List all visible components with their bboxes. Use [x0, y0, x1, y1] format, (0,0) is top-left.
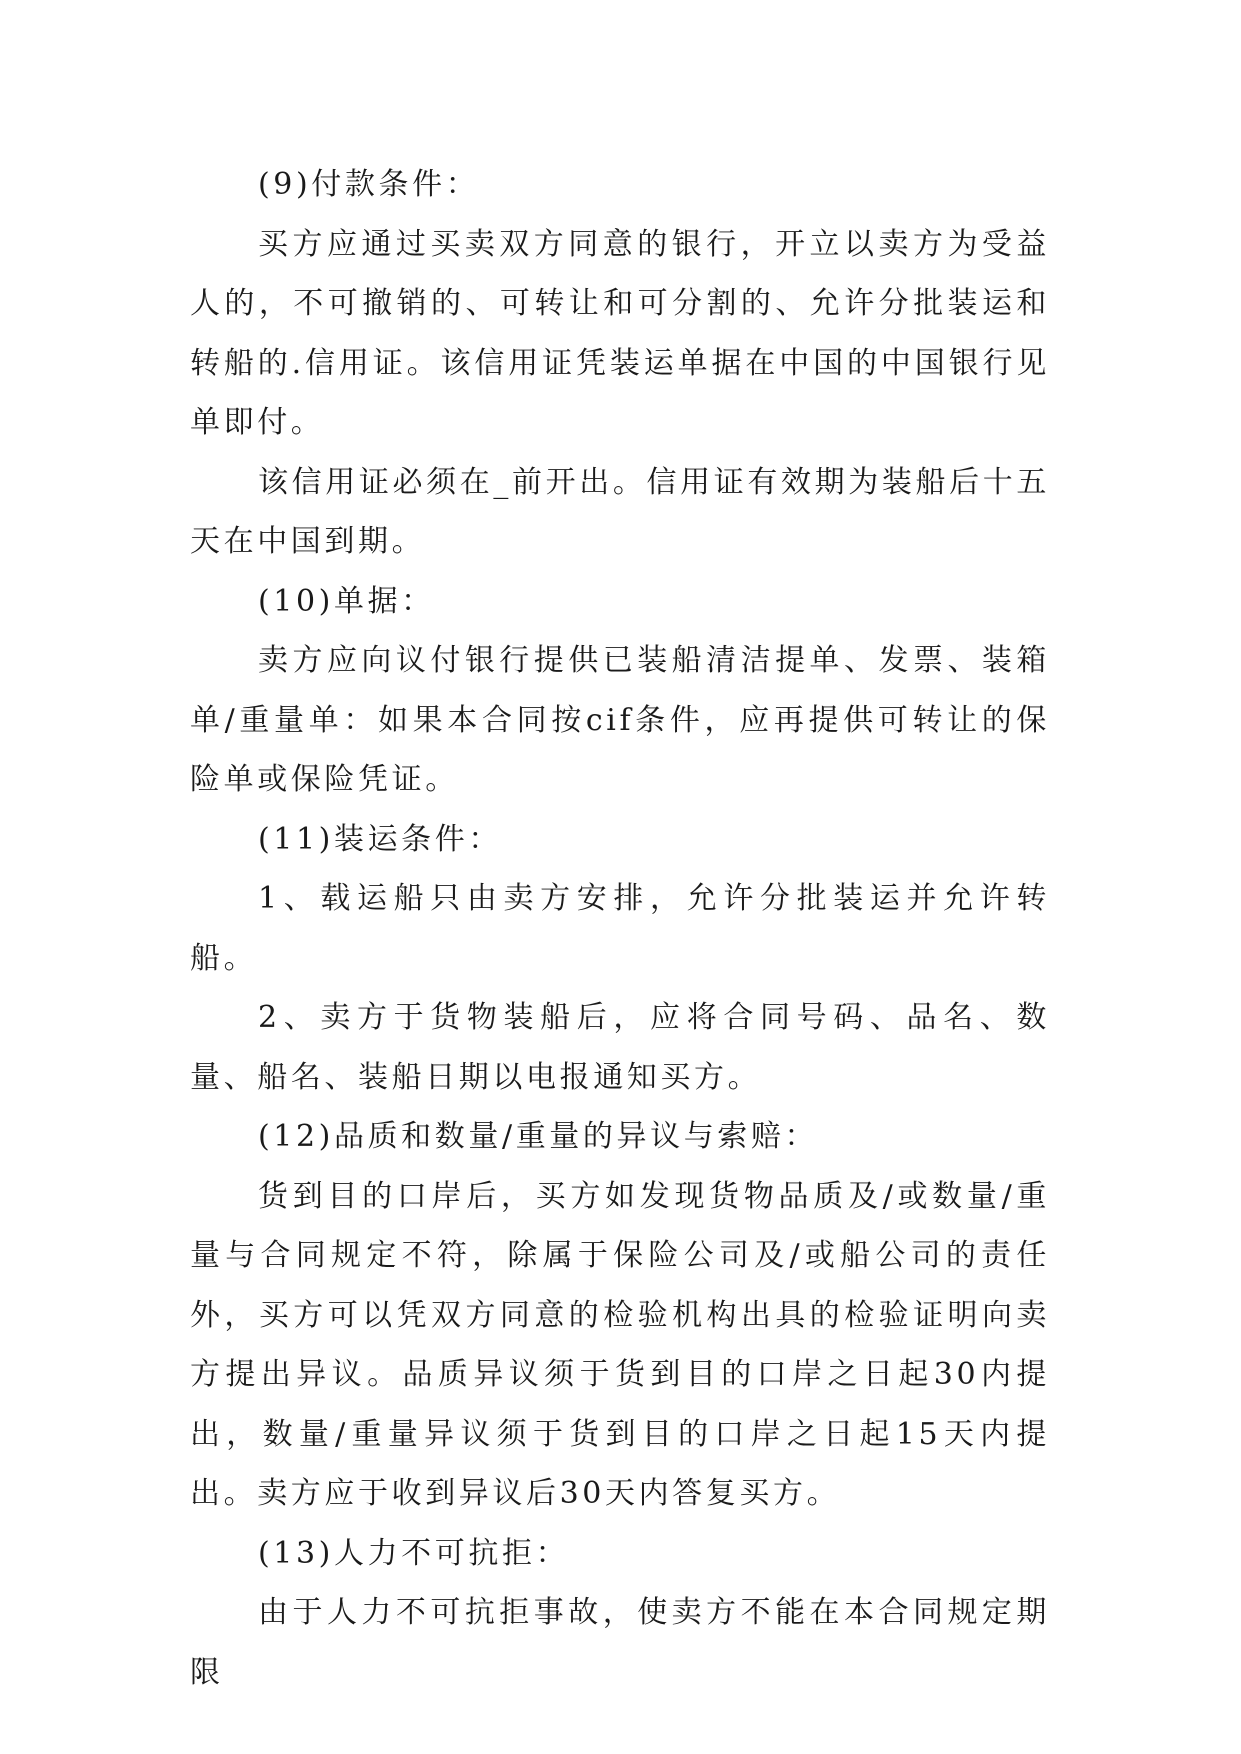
documents-paragraph: 卖方应向议付银行提供已装船清洁提单、发票、装箱单/重量单：如果本合同按cif条件，应再提供可转让的保险单或保险凭证。: [190, 643, 1050, 797]
payment-terms-paragraph: 买方应通过买卖双方同意的银行，开立以卖方为受益人的，不可撤销的、可转让和可分割的、允许分批装运和转船的.信用证。该信用证凭装运单据在中国的中国银行见单即付。: [190, 226, 1050, 440]
shipment-terms-heading: (11)装运条件：: [258, 821, 502, 857]
shipment-term-item-2: 2、卖方于货物装船后，应将合同号码、品名、数量、船名、装船日期以电报通知买方。: [190, 1000, 1050, 1095]
claims-heading: (12)品质和数量/重量的异议与索赔：: [258, 1119, 819, 1154]
shipment-term-item-1: 1、载运船只由卖方安排，允许分批装运并允许转船。: [190, 881, 1050, 976]
force-majeure-heading: (13)人力不可抗拒：: [258, 1535, 570, 1571]
documents-heading: (10)单据：: [258, 583, 435, 619]
payment-terms-heading: (9)付款条件：: [258, 167, 480, 202]
document-body: [190, 155, 1050, 1702]
letter-of-credit-paragraph: 该信用证必须在_前开出。信用证有效期为装船后十五天在中国到期。: [190, 464, 1050, 559]
claims-paragraph: 货到目的口岸后，买方如发现货物品质及/或数量/重量与合同规定不符，除属于保险公司及/或船公司的责任外，买方可以凭双方同意的检验机构出具的检验证明向卖方提出异议。品质异议须于货到目的口岸之日起30内提出，数量/重量异议须于货到目的口岸之日起15天内提出。卖方应于收到异议后30天内答复买方。: [190, 1178, 1050, 1511]
force-majeure-paragraph: 由于人力不可抗拒事故，使卖方不能在本合同规定期限: [190, 1595, 1050, 1690]
